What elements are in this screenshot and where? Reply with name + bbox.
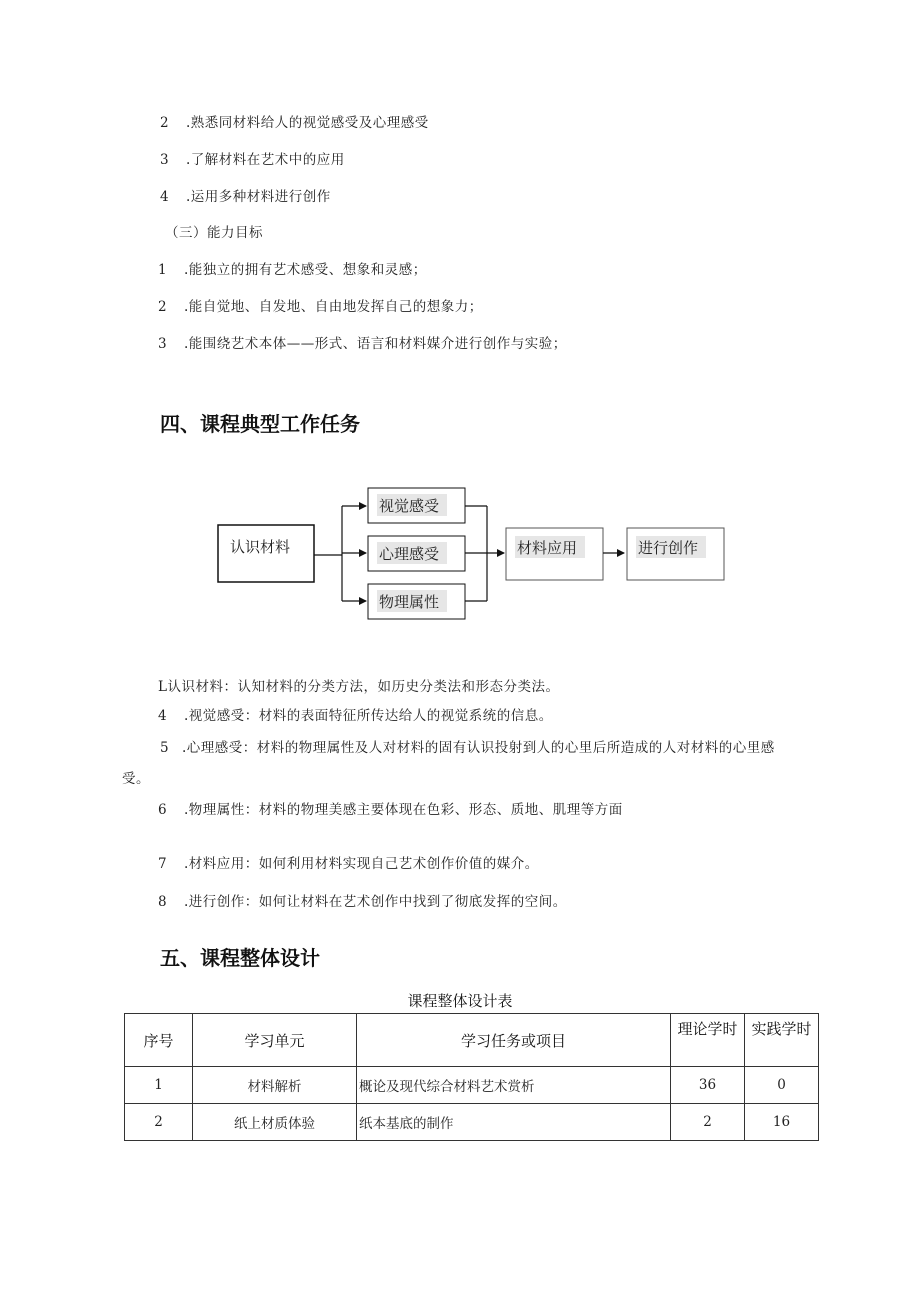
flow-node-branch-label: 物理属性 [379, 593, 440, 611]
course-design-table [124, 1013, 819, 1141]
ability-heading: （三）能力目标 [165, 225, 263, 241]
table-header-cell: 实践学时 [745, 1014, 819, 1067]
flow-node-apply-label: 材料应用 [517, 539, 578, 557]
ability-item: 1 .能独立的拥有艺术感受、想象和灵感； [158, 262, 427, 278]
section-5-title: 五、课程整体设计 [160, 946, 320, 970]
table-caption: 课程整体设计表 [407, 992, 513, 1010]
description-item: 4 .视觉感受：材料的表面特征所传达给人的视觉系统的信息。 [158, 708, 553, 724]
table-cell: 材料解析 [193, 1067, 357, 1104]
flow-node-branch-label: 视觉感受 [379, 497, 440, 515]
table-header-cell: 理论学时 [671, 1014, 745, 1067]
description-item: 6 .物理属性：材料的物理美感主要体现在色彩、形态、质地、肌理等方面 [158, 802, 623, 818]
table-cell: 概论及现代综合材料艺术赏析 [357, 1067, 671, 1104]
task-flowchart [210, 480, 730, 625]
table-cell: 2 [671, 1104, 745, 1141]
table-cell: 36 [671, 1067, 745, 1104]
table-row [125, 1067, 819, 1104]
description-item: 7 .材料应用：如何利用材料实现自己艺术创作价值的媒介。 [158, 856, 539, 872]
table-header-cell: 序号 [125, 1014, 193, 1067]
goal-item: 2 .熟悉同材料给人的视觉感受及心理感受 [160, 115, 429, 131]
description-item: L认识材料：认知材料的分类方法，如历史分类法和形态分类法。 [158, 679, 560, 695]
table-cell: 16 [745, 1104, 819, 1141]
table-header-row [125, 1014, 819, 1067]
flow-node-create-label: 进行创作 [638, 539, 699, 557]
ability-item: 2 .能自觉地、自发地、自由地发挥自己的想象力； [158, 299, 483, 315]
flow-node-branch-label: 心理感受 [379, 545, 440, 563]
description-item: 5 .心理感受：材料的物理属性及人对材料的固有认识投射到人的心里后所造成的人对材料的心里感 [160, 740, 775, 756]
goal-item: 3 .了解材料在艺术中的应用 [160, 152, 345, 168]
table-header-cell: 学习任务或项目 [357, 1014, 671, 1067]
table-cell: 纸上材质体验 [193, 1104, 357, 1141]
table-header-cell: 学习单元 [193, 1014, 357, 1067]
table-row [125, 1104, 819, 1141]
goal-item: 4 .运用多种材料进行创作 [160, 189, 331, 205]
ability-item: 3 .能围绕艺术本体——形式、语言和材料媒介进行创作与实验； [158, 336, 567, 352]
table-cell: 2 [125, 1104, 193, 1141]
table-cell: 纸本基底的制作 [357, 1104, 671, 1141]
table-cell: 0 [745, 1067, 819, 1104]
section-4-title: 四、课程典型工作任务 [160, 412, 360, 436]
flow-node-start-label: 认识材料 [230, 538, 291, 556]
description-item: 8 .进行创作：如何让材料在艺术创作中找到了彻底发挥的空间。 [158, 894, 567, 910]
description-continuation: 受。 [122, 771, 150, 787]
table-cell: 1 [125, 1067, 193, 1104]
